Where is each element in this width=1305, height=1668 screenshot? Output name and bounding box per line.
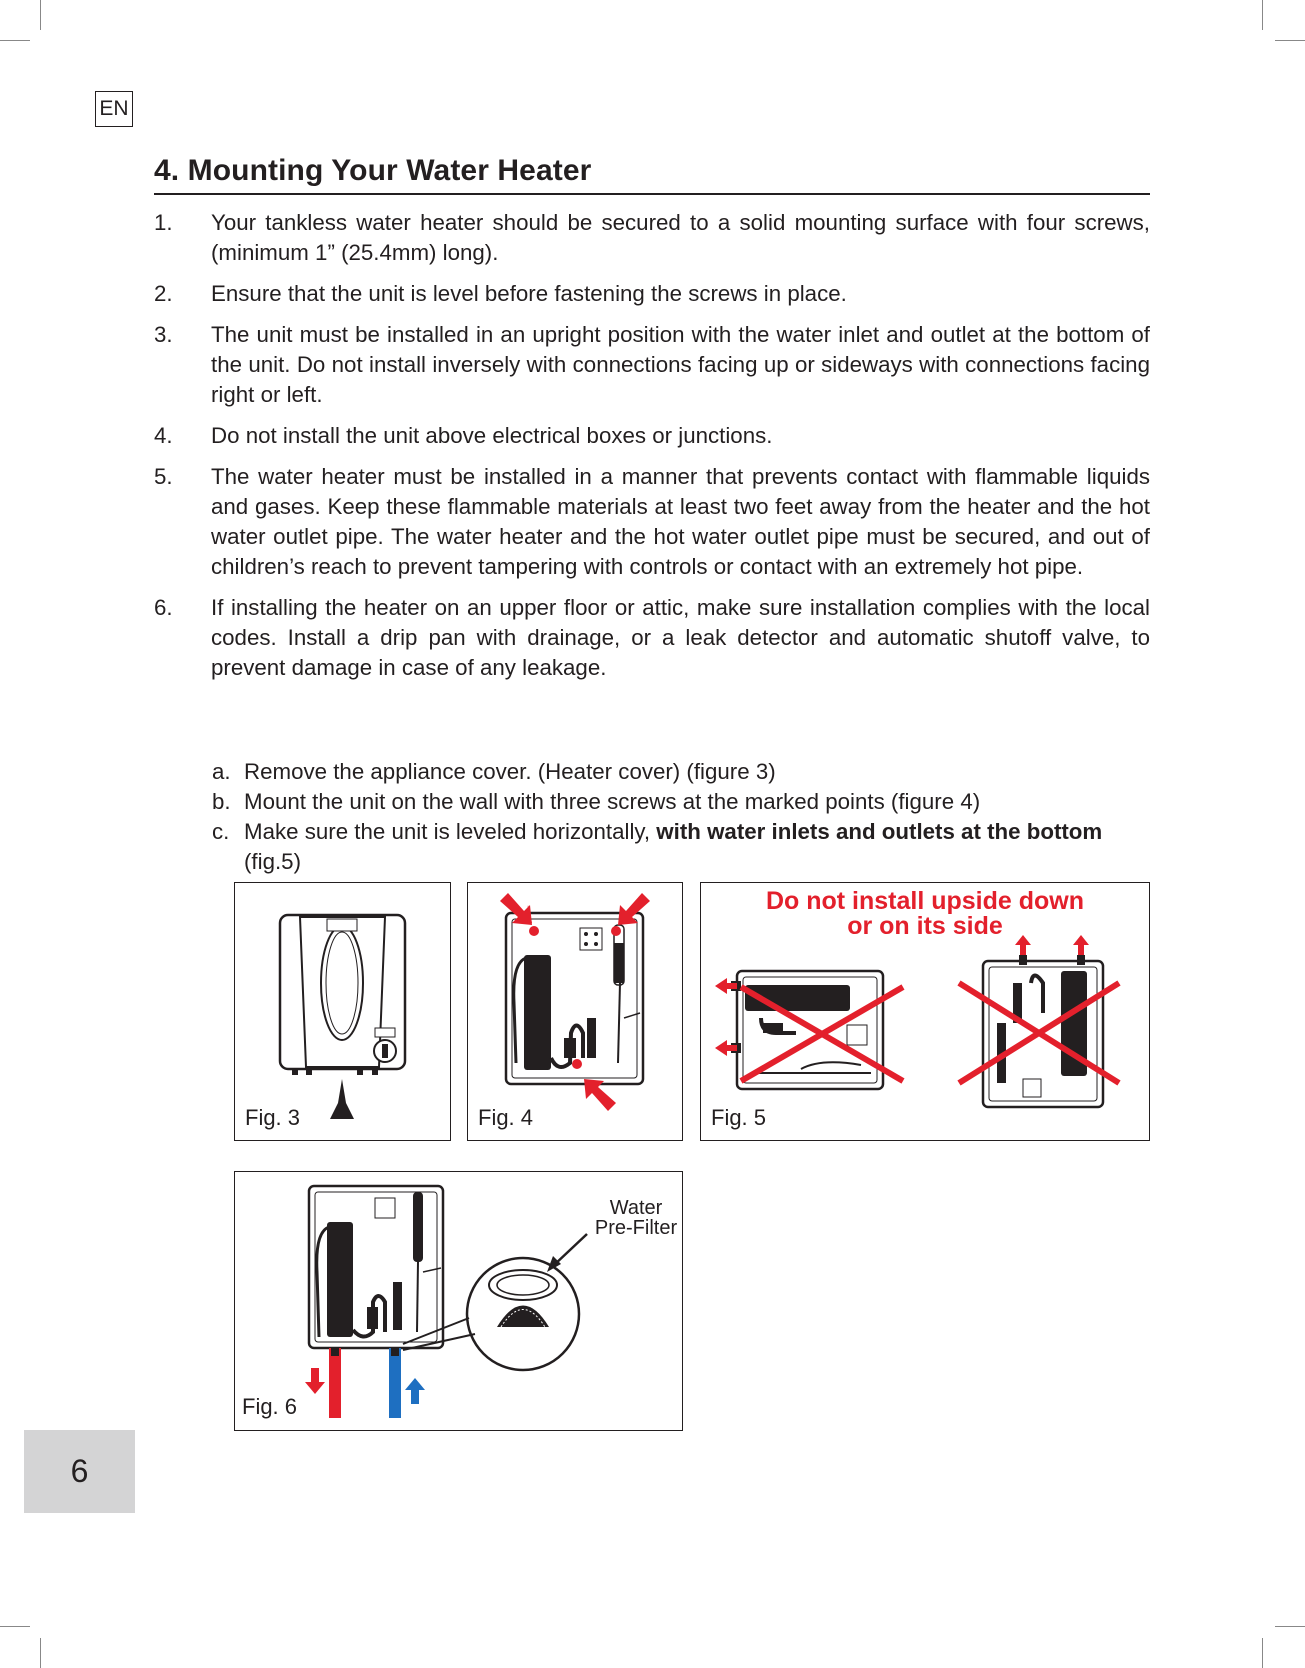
step-number: 3. [154,322,173,347]
substep-text: Mount the unit on the wall with three screws at the marked points (figure 4) [244,789,981,814]
substep-text: Remove the appliance cover. (Heater cover) (figure 3) [244,759,776,784]
list-item [154,462,1150,582]
warning-text: Do not install upside down or on its side [765,887,1085,940]
step-text: Ensure that the unit is level before fastening the screws in place. [211,281,847,306]
figure-label: Fig. 4 [478,1105,534,1130]
step-number: 4. [154,423,173,448]
figure-4 [467,882,683,1141]
list-item [154,208,1150,268]
wrong-orientation-illustration [701,883,1151,1142]
language-tag: EN [95,91,133,127]
crop-mark [1275,1626,1305,1627]
step-number: 6. [154,595,173,620]
page-number: 6 [24,1430,135,1513]
section-title: 4. Mounting Your Water Heater [154,154,592,187]
step-number: 5. [154,464,173,489]
figure-3 [234,882,451,1141]
step-text: Your tankless water heater should be secured to a solid mounting surface with four screws, (minimum 1” (25.4mm) long). [211,210,1150,265]
step-text: The unit must be installed in an upright position with the water inlet and outlet at the bottom of the unit. Do not install inversely with connections facing up or sideways with connections facing right or left. [211,322,1150,407]
substep-text-after: (fig.5) [244,849,301,874]
crop-mark [40,1638,41,1668]
heater-cover-illustration [235,883,452,1142]
substep-letter: b. [212,789,231,814]
step-number: 2. [154,281,173,306]
figure-5 [700,882,1150,1141]
list-item [154,421,1150,451]
crop-mark [40,0,41,30]
title-rule [154,193,1150,195]
crop-mark [1262,0,1263,30]
step-text: Do not install the unit above electrical boxes or junctions. [211,423,773,448]
substep-letter: a. [212,759,231,784]
step-number: 1. [154,210,173,235]
list-item [154,279,1150,309]
substeps-list [212,757,1150,877]
list-item [212,757,1150,787]
figure-label: Fig. 6 [242,1394,298,1419]
mounting-points-illustration [468,883,684,1142]
figure-label: Fig. 5 [711,1105,767,1130]
list-item [154,320,1150,410]
crop-mark [0,1626,30,1627]
list-item [154,593,1150,683]
list-item [212,817,1150,877]
pre-filter-callout: Water Pre-Filter [594,1197,678,1239]
figure-6 [234,1171,683,1431]
step-text: If installing the heater on an upper floor or attic, make sure installation complies with the local codes. Install a drip pan with drainage, or a leak detector and automatic shutoff valve, to prevent damage in case of any leakage. [211,595,1150,680]
crop-mark [1262,1638,1263,1668]
crop-mark [1275,40,1305,41]
substep-emphasis: with water inlets and outlets at the bottom [656,819,1103,844]
substep-letter: c. [212,819,230,844]
crop-mark [0,40,30,41]
substep-text: Make sure the unit is leveled horizontally, [244,819,657,844]
list-item [212,787,1150,817]
steps-list [154,208,1150,694]
step-text: The water heater must be installed in a manner that prevents contact with flammable liquids and gases. Keep these flammable materials at least two feet away from the heater and the hot water outlet pipe. The water heater and the hot water outlet pipe must be secured, and out of children’s reach to prevent tampering with controls or contact with an extremely hot pipe. [211,464,1150,579]
figure-label: Fig. 3 [245,1105,301,1130]
